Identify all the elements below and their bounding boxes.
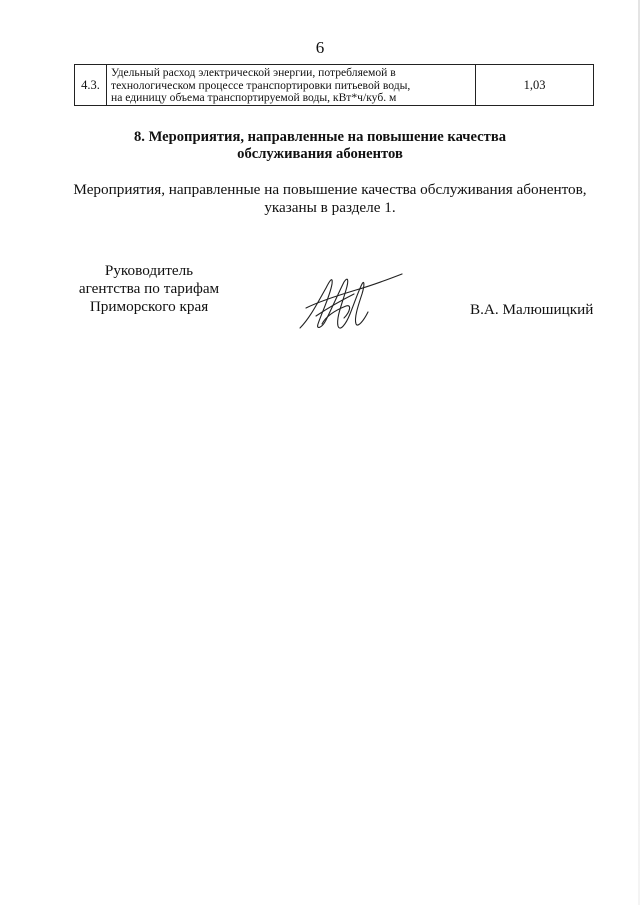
section-heading-line: обслуживания абонентов — [237, 146, 403, 162]
signer-position-line: Приморского края — [89, 298, 209, 315]
row-description-line: на единицу объема транспортируемой воды, кВт*ч/куб. м — [111, 91, 397, 105]
signer-position-line: Руководитель — [104, 262, 194, 279]
row-value-cell: 1,03 — [476, 65, 594, 106]
table-row — [75, 65, 594, 106]
handwritten-signature — [296, 268, 406, 334]
section-heading-line: 8. Мероприятия, направленные на повышение качества — [133, 129, 506, 145]
row-description-line: технологическом процессе транспортировки питьевой воды, — [111, 78, 411, 92]
section-body-text — [0, 181, 640, 217]
page-number: 6 — [315, 38, 325, 57]
row-number-cell: 4.3. — [75, 65, 107, 106]
signer-position-line: агентства по тарифам — [78, 280, 220, 297]
row-description-cell — [107, 65, 476, 106]
section-text-line: Мероприятия, направленные на повышение качества обслуживания абонентов, — [73, 181, 587, 198]
signer-name: В.А. Малюшицкий — [470, 301, 594, 318]
section-text-line: указаны в разделе 1. — [264, 199, 396, 216]
signer-position — [64, 262, 234, 316]
section-heading — [0, 129, 640, 163]
row-description-line: Удельный расход электрической энергии, потребляемой в — [111, 66, 396, 79]
indicators-table — [74, 64, 594, 106]
